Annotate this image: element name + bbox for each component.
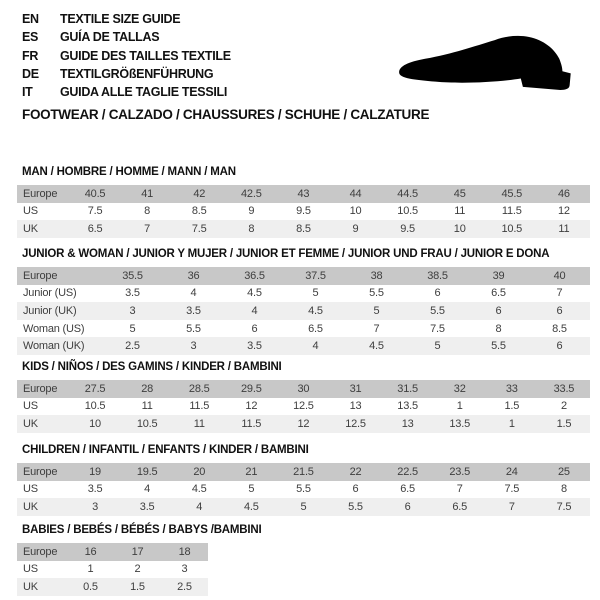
language-row-en [22, 10, 231, 28]
size-cell: 7.5 [69, 203, 121, 221]
size-cell: 7.5 [486, 481, 538, 499]
size-cell: 13.5 [434, 415, 486, 433]
size-table-junior-woman [17, 267, 590, 355]
language-label: TEXTILE SIZE GUIDE [60, 12, 181, 27]
size-cell: 21.5 [277, 463, 329, 481]
size-row [17, 185, 590, 203]
row-label: Woman (US) [17, 320, 102, 338]
size-cell: 11 [173, 415, 225, 433]
size-cell: 4.5 [224, 285, 285, 303]
size-cell: 5.5 [346, 285, 407, 303]
row-label: UK [17, 415, 69, 433]
size-cell: 28.5 [173, 380, 225, 398]
size-cell: 12 [538, 203, 590, 221]
size-cell: 6 [468, 302, 529, 320]
size-cell: 1.5 [114, 578, 161, 596]
row-label: US [17, 481, 69, 499]
language-row-de [22, 65, 231, 83]
size-cell: 7 [346, 320, 407, 338]
size-cell: 38 [346, 267, 407, 285]
size-cell: 11.5 [225, 415, 277, 433]
row-label: Europe [17, 185, 69, 203]
size-cell: 12 [225, 398, 277, 416]
size-cell: 22 [329, 463, 381, 481]
size-cell: 5 [102, 320, 163, 338]
size-cell: 8.5 [529, 320, 590, 338]
language-row-fr [22, 47, 231, 65]
size-cell: 42.5 [225, 185, 277, 203]
size-cell: 16 [67, 543, 114, 561]
size-cell: 2 [538, 398, 590, 416]
size-row [17, 220, 590, 238]
size-cell: 4 [121, 481, 173, 499]
size-cell: 32 [434, 380, 486, 398]
size-cell: 5 [225, 481, 277, 499]
size-cell: 12.5 [277, 398, 329, 416]
size-cell: 6.5 [285, 320, 346, 338]
size-cell: 6.5 [382, 481, 434, 499]
size-cell: 5 [346, 302, 407, 320]
row-label: US [17, 561, 67, 579]
size-cell: 7 [486, 498, 538, 516]
row-label: UK [17, 220, 69, 238]
size-table-children [17, 463, 590, 516]
row-label: US [17, 398, 69, 416]
size-cell: 9.5 [382, 220, 434, 238]
size-cell: 7.5 [173, 220, 225, 238]
size-cell: 6 [407, 285, 468, 303]
size-cell: 10 [329, 203, 381, 221]
size-cell: 33.5 [538, 380, 590, 398]
size-cell: 11.5 [173, 398, 225, 416]
language-code: IT [22, 85, 33, 100]
language-code: FR [22, 48, 39, 63]
size-cell: 12 [277, 415, 329, 433]
size-cell: 3.5 [224, 337, 285, 355]
section-title: BABIES / BEBÉS / BÉBÉS / BABYS /BAMBINI [22, 524, 262, 536]
size-cell: 4 [224, 302, 285, 320]
row-label: Europe [17, 463, 69, 481]
size-cell: 6 [329, 481, 381, 499]
size-cell: 10 [69, 415, 121, 433]
size-cell: 11 [121, 398, 173, 416]
row-label: Junior (US) [17, 285, 102, 303]
row-label: UK [17, 498, 69, 516]
size-cell: 10.5 [69, 398, 121, 416]
size-cell: 7 [529, 285, 590, 303]
size-cell: 43 [277, 185, 329, 203]
row-label: Junior (UK) [17, 302, 102, 320]
size-cell: 7 [434, 481, 486, 499]
size-cell: 3.5 [121, 498, 173, 516]
size-cell: 1 [434, 398, 486, 416]
size-cell: 38.5 [407, 267, 468, 285]
size-cell: 11.5 [486, 203, 538, 221]
size-cell: 5.5 [329, 498, 381, 516]
size-cell: 10.5 [486, 220, 538, 238]
size-cell: 23.5 [434, 463, 486, 481]
size-cell: 11 [538, 220, 590, 238]
size-cell: 25 [538, 463, 590, 481]
size-cell: 6.5 [468, 285, 529, 303]
size-row [17, 203, 590, 221]
size-cell: 5 [285, 285, 346, 303]
size-row [17, 398, 590, 416]
language-code: EN [22, 12, 39, 27]
size-cell: 13.5 [382, 398, 434, 416]
size-cell: 13 [382, 415, 434, 433]
section-title: KIDS / NIÑOS / DES GAMINS / KINDER / BAMBINI [22, 361, 282, 373]
size-row [17, 561, 208, 579]
size-cell: 3.5 [69, 481, 121, 499]
size-cell: 6 [382, 498, 434, 516]
size-cell: 5.5 [163, 320, 224, 338]
size-cell: 37.5 [285, 267, 346, 285]
size-cell: 41 [121, 185, 173, 203]
size-cell: 4.5 [225, 498, 277, 516]
size-cell: 22.5 [382, 463, 434, 481]
size-cell: 42 [173, 185, 225, 203]
size-cell: 31.5 [382, 380, 434, 398]
size-cell: 21 [225, 463, 277, 481]
size-cell: 7 [121, 220, 173, 238]
size-cell: 45.5 [486, 185, 538, 203]
size-cell: 4.5 [285, 302, 346, 320]
size-cell: 33 [486, 380, 538, 398]
size-cell: 44 [329, 185, 381, 203]
size-row [17, 302, 590, 320]
size-table-babies [17, 543, 208, 596]
size-cell: 6 [224, 320, 285, 338]
size-cell: 27.5 [69, 380, 121, 398]
category-heading: FOOTWEAR / CALZADO / CHAUSSURES / SCHUHE / CALZATURE [22, 107, 430, 122]
size-cell: 4 [163, 285, 224, 303]
size-cell: 2.5 [102, 337, 163, 355]
size-row [17, 267, 590, 285]
row-label: UK [17, 578, 67, 596]
size-cell: 1.5 [486, 398, 538, 416]
language-label: TEXTILGRÖßENFÜHRUNG [60, 67, 214, 82]
language-code: DE [22, 67, 39, 82]
size-cell: 5 [407, 337, 468, 355]
row-label: Woman (UK) [17, 337, 102, 355]
size-cell: 17 [114, 543, 161, 561]
size-cell: 4 [285, 337, 346, 355]
size-row [17, 320, 590, 338]
size-cell: 40.5 [69, 185, 121, 203]
size-row [17, 498, 590, 516]
size-cell: 6.5 [69, 220, 121, 238]
size-cell: 1 [486, 415, 538, 433]
section-title: CHILDREN / INFANTIL / ENFANTS / KINDER / BAMBINI [22, 444, 309, 456]
size-cell: 8.5 [277, 220, 329, 238]
size-cell: 1.5 [538, 415, 590, 433]
section-title: MAN / HOMBRE / HOMME / MANN / MAN [22, 166, 236, 178]
size-cell: 18 [161, 543, 208, 561]
size-cell: 8 [468, 320, 529, 338]
size-cell: 13 [329, 398, 381, 416]
size-cell: 3.5 [163, 302, 224, 320]
size-cell: 39 [468, 267, 529, 285]
size-cell: 45 [434, 185, 486, 203]
language-code: ES [22, 30, 39, 45]
size-cell: 3 [163, 337, 224, 355]
size-cell: 3 [102, 302, 163, 320]
size-cell: 8.5 [173, 203, 225, 221]
size-row [17, 543, 208, 561]
size-row [17, 481, 590, 499]
size-cell: 31 [329, 380, 381, 398]
size-cell: 9.5 [277, 203, 329, 221]
size-cell: 6 [529, 337, 590, 355]
row-label: Europe [17, 267, 102, 285]
row-label: US [17, 203, 69, 221]
size-cell: 1 [67, 561, 114, 579]
size-cell: 2 [114, 561, 161, 579]
size-cell: 5.5 [277, 481, 329, 499]
size-cell: 46 [538, 185, 590, 203]
size-row [17, 285, 590, 303]
size-cell: 4.5 [173, 481, 225, 499]
size-cell: 44.5 [382, 185, 434, 203]
size-cell: 9 [225, 203, 277, 221]
size-cell: 5.5 [407, 302, 468, 320]
size-cell: 2.5 [161, 578, 208, 596]
size-cell: 30 [277, 380, 329, 398]
size-cell: 5.5 [468, 337, 529, 355]
size-cell: 19 [69, 463, 121, 481]
size-cell: 3 [69, 498, 121, 516]
language-row-es [22, 28, 231, 46]
size-cell: 5 [277, 498, 329, 516]
size-cell: 10 [434, 220, 486, 238]
size-cell: 8 [538, 481, 590, 499]
size-table-kids [17, 380, 590, 433]
size-cell: 4.5 [346, 337, 407, 355]
size-row [17, 578, 208, 596]
row-label: Europe [17, 380, 69, 398]
size-cell: 19.5 [121, 463, 173, 481]
section-title: JUNIOR & WOMAN / JUNIOR Y MUJER / JUNIOR ET FEMME / JUNIOR UND FRAU / JUNIOR E DONA [22, 248, 550, 260]
language-label: GUIDA ALLE TAGLIE TESSILI [60, 85, 228, 100]
size-cell: 36.5 [224, 267, 285, 285]
size-cell: 10.5 [121, 415, 173, 433]
size-cell: 35.5 [102, 267, 163, 285]
language-label: GUÍA DE TALLAS [60, 30, 160, 45]
size-cell: 24 [486, 463, 538, 481]
row-label: Europe [17, 543, 67, 561]
language-label: GUIDE DES TAILLES TEXTILE [60, 48, 231, 63]
size-cell: 12.5 [329, 415, 381, 433]
size-cell: 29.5 [225, 380, 277, 398]
size-cell: 10.5 [382, 203, 434, 221]
size-cell: 40 [529, 267, 590, 285]
size-cell: 6.5 [434, 498, 486, 516]
size-row [17, 337, 590, 355]
size-cell: 20 [173, 463, 225, 481]
language-row-it [22, 83, 231, 101]
size-row [17, 380, 590, 398]
size-cell: 28 [121, 380, 173, 398]
size-cell: 0.5 [67, 578, 114, 596]
dress-shoe-icon [396, 34, 578, 94]
size-cell: 9 [329, 220, 381, 238]
size-cell: 7.5 [407, 320, 468, 338]
size-cell: 6 [529, 302, 590, 320]
size-cell: 11 [434, 203, 486, 221]
size-row [17, 463, 590, 481]
size-cell: 36 [163, 267, 224, 285]
language-list [22, 10, 231, 101]
size-cell: 7.5 [538, 498, 590, 516]
size-table-man [17, 185, 590, 238]
size-cell: 3.5 [102, 285, 163, 303]
size-cell: 4 [173, 498, 225, 516]
size-cell: 3 [161, 561, 208, 579]
size-row [17, 415, 590, 433]
size-cell: 8 [225, 220, 277, 238]
size-cell: 8 [121, 203, 173, 221]
